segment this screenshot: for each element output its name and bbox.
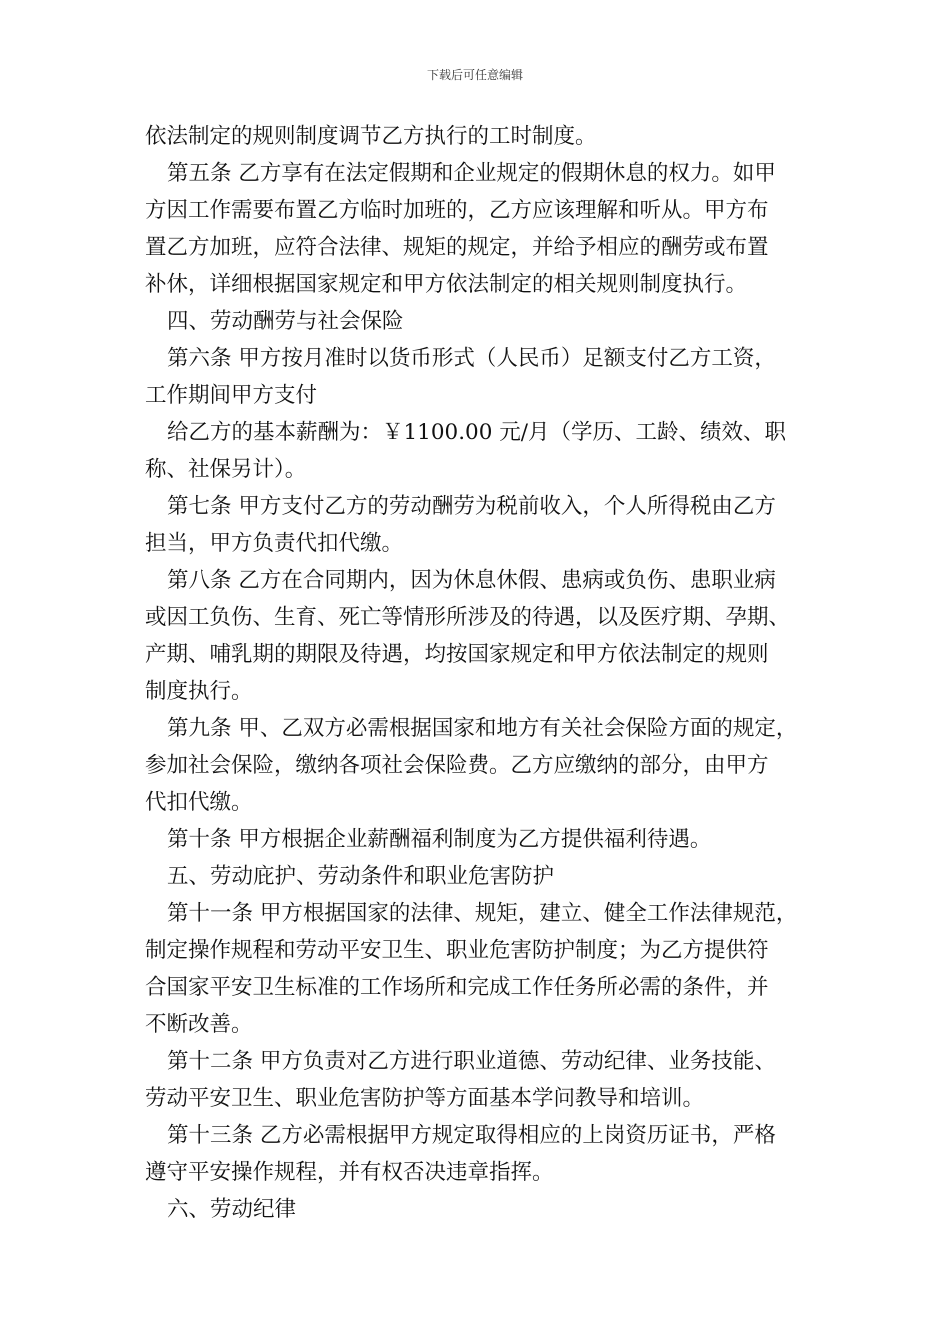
text-line: 第六条 甲方按月准时以货币形式（人民币）足额支付乙方工资，: [167, 346, 776, 371]
text-line: 代扣代缴。: [145, 790, 253, 815]
text-line: 补休，详细根据国家规定和甲方依法制定的相关规则制度执行。: [145, 272, 748, 297]
document-body: [145, 118, 835, 1228]
text-line: 遵守平安操作规程，并有权否决违章指挥。: [145, 1160, 554, 1185]
text-line: 六、劳动纪律: [167, 1197, 297, 1222]
text-line: 第八条 乙方在合同期内，因为休息休假、患病或负伤、患职业病: [167, 568, 776, 593]
text-line: 合国家平安卫生标准的工作场所和完成工作任务所必需的条件，并: [145, 975, 769, 1000]
text-line: 劳动平安卫生、职业危害防护等方面基本学问教导和培训。: [145, 1086, 705, 1111]
text-line: 第九条 甲、乙双方必需根据国家和地方有关社会保险方面的规定，: [167, 716, 798, 741]
text-line: 第十一条 甲方根据国家的法律、规矩，建立、健全工作法律规范，: [167, 901, 798, 926]
text-line: 第十条 甲方根据企业薪酬福利制度为乙方提供福利待遇。: [167, 827, 712, 852]
text-line: 依法制定的规则制度调节乙方执行的工时制度。: [145, 124, 597, 149]
text-line: 参加社会保险，缴纳各项社会保险费。乙方应缴纳的部分，由甲方: [145, 753, 769, 778]
page-header: 下载后可任意编辑: [426, 68, 523, 82]
text-line: 第十二条 甲方负责对乙方进行职业道德、劳动纪律、业务技能、: [167, 1049, 776, 1074]
text-line: 第五条 乙方享有在法定假期和企业规定的假期休息的权力。如甲: [167, 161, 776, 186]
text-line: 称、社保另计）。: [145, 457, 307, 482]
text-line: 四、劳动酬劳与社会保险: [167, 309, 404, 334]
text-line: 给乙方的基本薪酬为：￥1100.00 元/月（学历、工龄、绩效、职: [167, 420, 786, 445]
text-line: 担当，甲方负责代扣代缴。: [145, 531, 404, 556]
text-line: 制度执行。: [145, 679, 253, 704]
text-line: 工作期间甲方支付: [145, 383, 318, 408]
text-line: 或因工负伤、生育、死亡等情形所涉及的待遇，以及医疗期、孕期、: [145, 605, 791, 630]
text-line: 第七条 甲方支付乙方的劳动酬劳为税前收入，个人所得税由乙方: [167, 494, 776, 519]
text-line: 方因工作需要布置乙方临时加班的，乙方应该理解和听从。甲方布: [145, 198, 769, 223]
text-line: 五、劳动庇护、劳动条件和职业危害防护: [167, 864, 555, 889]
text-line: 制定操作规程和劳动平安卫生、职业危害防护制度；为乙方提供符: [145, 938, 769, 963]
text-line: 不断改善。: [145, 1012, 253, 1037]
text-line: 置乙方加班，应符合法律、规矩的规定，并给予相应的酬劳或布置: [145, 235, 769, 260]
text-line: 产期、哺乳期的期限及待遇，均按国家规定和甲方依法制定的规则: [145, 642, 769, 667]
text-line: 第十三条 乙方必需根据甲方规定取得相应的上岗资历证书，严格: [167, 1123, 776, 1148]
